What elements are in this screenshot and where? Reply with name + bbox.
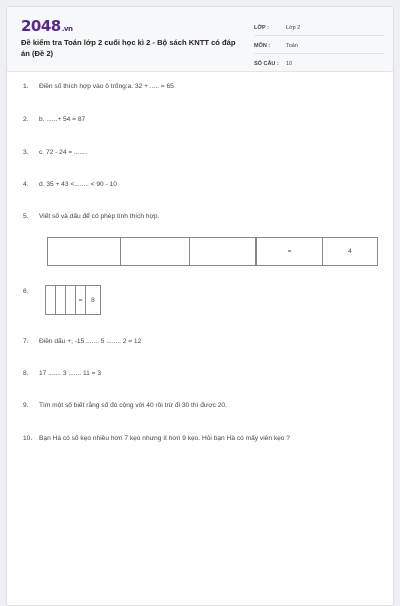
meta-value: Lớp 2 (286, 25, 301, 31)
question-number: 2. (23, 116, 29, 123)
logo-suffix: .vn (61, 25, 73, 33)
meta-label: SỐ CÂU : (254, 61, 279, 67)
meta-value: Toán (286, 43, 298, 49)
question-text: Điền dấu +; -15 ....... 5 ........ 2 = 12 (39, 338, 142, 345)
question-text: Viết số và dấu để có phép tính thích hợp. (39, 213, 160, 220)
answer-cell[interactable] (121, 238, 190, 266)
meta-label: MÔN : (254, 43, 271, 49)
question-5 (23, 212, 383, 222)
site-logo[interactable] (21, 17, 72, 35)
question-2 (23, 115, 383, 125)
question-3 (23, 148, 383, 158)
answer-cell: 8 (86, 286, 101, 315)
answer-cell: = (76, 286, 86, 315)
question-number: 3. (23, 149, 29, 156)
question-text: 17 ....... 3 ....... 11 = 3 (39, 370, 102, 377)
question-7 (23, 337, 383, 347)
question-number: 10. (23, 435, 33, 442)
question-text: d. 35 + 43 <........ < 90 - 10 (39, 181, 117, 188)
question-text: c. 72 - 24 = ....... (39, 149, 87, 156)
question-text: Tìm một số biết rằng số đó cộng với 40 rồi trừ đi 30 thì được 20. (39, 402, 227, 409)
answer-cell[interactable] (46, 286, 56, 315)
question-number: 4. (23, 181, 29, 188)
worksheet (6, 6, 394, 606)
question-number: 6. (23, 288, 29, 295)
meta-row-subject (254, 39, 384, 54)
question-8 (23, 369, 383, 379)
answer-cell: = (257, 238, 323, 266)
question-number: 9. (23, 402, 29, 409)
question-4 (23, 180, 383, 190)
meta-label: LỚP : (254, 25, 269, 31)
meta-row-class (254, 21, 384, 36)
logo-text: 2048 (21, 17, 61, 35)
question-10 (23, 434, 383, 444)
q6-answer-table (45, 285, 101, 315)
answer-cell[interactable] (56, 286, 66, 315)
meta-value: 10 (286, 61, 293, 67)
q5-answer-table (47, 237, 378, 266)
question-text: Điền số thích hợp vào ô trống:a. 32 + ..... = 65 (39, 83, 174, 90)
question-number: 5. (23, 213, 29, 220)
answer-cell: 4 (323, 238, 378, 266)
question-number: 1. (23, 83, 29, 90)
question-9 (23, 401, 383, 411)
document-title: Đề kiểm tra Toán lớp 2 cuối học kì 2 - Bộ sách KNTT có đáp án (Đề 2) (21, 38, 236, 58)
question-text: b. ......+ 54 = 87 (39, 116, 86, 123)
answer-cell[interactable] (48, 238, 121, 266)
question-number: 8. (23, 370, 29, 377)
answer-cell[interactable] (190, 238, 256, 266)
worksheet-header (7, 7, 393, 72)
meta-info (254, 21, 384, 75)
question-1 (23, 82, 383, 92)
question-number: 7. (23, 338, 29, 345)
answer-cell[interactable] (66, 286, 76, 315)
meta-row-count (254, 57, 384, 72)
question-text: Bạn Hà có số kẹo nhiều hơn 7 kẹo nhưng ít hơn 9 kẹo. Hỏi bạn Hà có mấy viên kẹo ? (39, 435, 290, 442)
